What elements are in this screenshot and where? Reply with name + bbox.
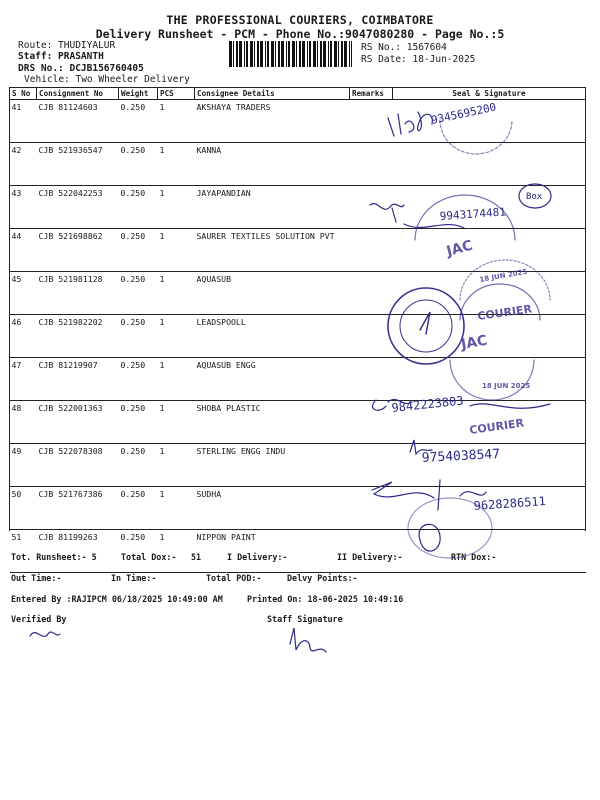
row-consignee: LEADSPOOLL — [195, 315, 350, 358]
row-consignment-no: CJB 81199263 — [37, 530, 119, 573]
row-pcs: 1 — [158, 487, 195, 530]
row-seal-signature — [393, 401, 586, 444]
stamp-courier-46: COURIER — [476, 302, 533, 323]
stamp-jac-44: JAC — [444, 237, 475, 260]
table-row — [10, 444, 586, 487]
row-pcs: 1 — [158, 272, 195, 315]
row-weight: 0.250 — [119, 444, 158, 487]
rtn-dox: RTN Dox:- — [451, 552, 497, 562]
row-seal-signature — [393, 487, 586, 530]
col-weight: Weight — [119, 88, 158, 100]
row-consignee: SHOBA PLASTIC — [195, 401, 350, 444]
row-pcs: 1 — [158, 401, 195, 444]
table-row — [10, 530, 586, 573]
row-consignee: KANNA — [195, 143, 350, 186]
row-consignment-no: CJB 522078308 — [37, 444, 119, 487]
row-weight: 0.250 — [119, 315, 158, 358]
row-seal-signature — [393, 229, 586, 272]
row-seal-signature — [393, 530, 586, 573]
col-consignment: Consignment No — [37, 88, 119, 100]
table-row — [10, 401, 586, 444]
table-header-row — [10, 88, 586, 100]
verified-by: Verified By — [11, 614, 67, 624]
handwritten-phone-49: 9754038547 — [421, 446, 501, 466]
row-remarks — [350, 530, 393, 573]
table-row — [10, 272, 586, 315]
handwritten-box: Box — [526, 192, 543, 202]
entered-by: Entered By :RAJIPCM 06/18/2025 10:49:00 AM — [11, 594, 223, 604]
staff-signature-label: Staff Signature — [267, 614, 343, 624]
row-consignee: AQUASUB ENGG — [195, 358, 350, 401]
table-row — [10, 186, 586, 229]
row-consignment-no: CJB 81219907 — [37, 358, 119, 401]
row-consignee: NIPPON PAINT — [195, 530, 350, 573]
col-consignee: Consignee Details — [195, 88, 350, 100]
row-consignment-no: CJB 521936547 — [37, 143, 119, 186]
row-sno: 49 — [10, 444, 37, 487]
row-seal-signature — [393, 358, 586, 401]
row-weight: 0.250 — [119, 487, 158, 530]
rs-number: RS No.: 1567604 — [361, 42, 447, 53]
row-weight: 0.250 — [119, 272, 158, 315]
table-row — [10, 143, 586, 186]
row-seal-signature — [393, 315, 586, 358]
col-sno: S No — [10, 88, 37, 100]
row-consignee: AQUASUB — [195, 272, 350, 315]
row-sno: 48 — [10, 401, 37, 444]
row-weight: 0.250 — [119, 186, 158, 229]
total-runsheet: Tot. Runsheet:- 5 — [11, 552, 97, 562]
rs-date: RS Date: 18-Jun-2025 — [361, 54, 476, 65]
row-sno: 47 — [10, 358, 37, 401]
row-sno: 50 — [10, 487, 37, 530]
barcode — [229, 41, 352, 67]
handwritten-phone-43: 9943174481 — [439, 205, 507, 223]
row-sno: 46 — [10, 315, 37, 358]
row-consignment-no: CJB 522001363 — [37, 401, 119, 444]
col-remarks: Remarks — [350, 88, 393, 100]
table-row — [10, 487, 586, 530]
row-consignment-no: CJB 521767386 — [37, 487, 119, 530]
row-seal-signature — [393, 143, 586, 186]
row-sno: 45 — [10, 272, 37, 315]
col-pcs: PCS — [158, 88, 195, 100]
row-pcs: 1 — [158, 530, 195, 573]
row-consignment-no: CJB 521698862 — [37, 229, 119, 272]
row-sno: 51 — [10, 530, 37, 573]
row-seal-signature — [393, 272, 586, 315]
stamp-courier-48: COURIER — [468, 416, 525, 437]
row-consignee: SUDHA — [195, 487, 350, 530]
row-remarks — [350, 272, 393, 315]
row-remarks — [350, 487, 393, 530]
table-row — [10, 229, 586, 272]
company-title: THE PROFESSIONAL COURIERS, COIMBATORE — [166, 13, 434, 27]
verified-by-signature — [30, 632, 60, 636]
row-consignee: SAURER TEXTILES SOLUTION PVT — [195, 229, 350, 272]
row-pcs: 1 — [158, 143, 195, 186]
runsheet-table — [9, 87, 586, 573]
row-consignee: STERLING ENGG INDU — [195, 444, 350, 487]
stamp-date-47: 18 JUN 2025 — [482, 382, 531, 390]
ii-delivery: II Delivery:- — [337, 552, 403, 562]
i-delivery: I Delivery:- — [227, 552, 288, 562]
row-consignment-no: CJB 521982202 — [37, 315, 119, 358]
row-consignment-no: CJB 521981128 — [37, 272, 119, 315]
row-remarks — [350, 358, 393, 401]
row-pcs: 1 — [158, 186, 195, 229]
row-weight: 0.250 — [119, 530, 158, 573]
handwritten-phone-41: 9345695200 — [429, 100, 498, 127]
row-sno: 41 — [10, 100, 37, 143]
col-seal-signature: Seal & Signature — [393, 88, 586, 100]
row-remarks — [350, 186, 393, 229]
handwritten-phone-48: 9842223803 — [390, 393, 465, 415]
table-row — [10, 358, 586, 401]
row-sno: 44 — [10, 229, 37, 272]
row-consignee: AKSHAYA TRADERS — [195, 100, 350, 143]
row-pcs: 1 — [158, 315, 195, 358]
in-time: In Time:- — [111, 573, 157, 583]
row-weight: 0.250 — [119, 358, 158, 401]
out-time: Out Time:- — [11, 573, 62, 583]
row-sno: 42 — [10, 143, 37, 186]
row-remarks — [350, 143, 393, 186]
row-pcs: 1 — [158, 100, 195, 143]
total-pod: Total POD:- — [206, 573, 262, 583]
row-sno: 43 — [10, 186, 37, 229]
row-weight: 0.250 — [119, 100, 158, 143]
row-consignment-no: CJB 81124603 — [37, 100, 119, 143]
staff-label: Staff: PRASANTH — [18, 51, 104, 62]
vehicle-label: Vehicle: Two Wheeler Delivery — [24, 74, 190, 85]
row-remarks — [350, 444, 393, 487]
table-row — [10, 100, 586, 143]
row-remarks — [350, 315, 393, 358]
delvy-points: Delvy Points:- — [287, 573, 358, 583]
row-remarks — [350, 100, 393, 143]
row-pcs: 1 — [158, 444, 195, 487]
row-weight: 0.250 — [119, 143, 158, 186]
total-dox-value: 51 — [191, 552, 202, 562]
stamp-jac-47: JAC — [459, 332, 489, 353]
row-consignee: JAYAPANDIAN — [195, 186, 350, 229]
row-pcs: 1 — [158, 358, 195, 401]
handwritten-phone-50: 9628286511 — [473, 493, 547, 513]
row-remarks — [350, 229, 393, 272]
total-dox-label: Total Dox:- — [121, 552, 177, 562]
staff-signature-mark — [290, 628, 326, 652]
row-weight: 0.250 — [119, 229, 158, 272]
row-remarks — [350, 401, 393, 444]
row-pcs: 1 — [158, 229, 195, 272]
row-seal-signature — [393, 444, 586, 487]
route-label: Route: THUDIYALUR — [18, 40, 116, 51]
table-row — [10, 315, 586, 358]
drs-number: DRS No.: DCJB156760405 — [18, 63, 144, 74]
row-seal-signature — [393, 100, 586, 143]
row-weight: 0.250 — [119, 401, 158, 444]
row-consignment-no: CJB 522042253 — [37, 186, 119, 229]
runsheet-subtitle: Delivery Runsheet - PCM - Phone No.:9047080280 - Page No.:5 — [95, 27, 505, 41]
row-seal-signature — [393, 186, 586, 229]
stamp-date-45: 18 JUN 2025 — [478, 267, 528, 284]
printed-on: Printed On: 18-06-2025 10:49:16 — [247, 594, 404, 604]
